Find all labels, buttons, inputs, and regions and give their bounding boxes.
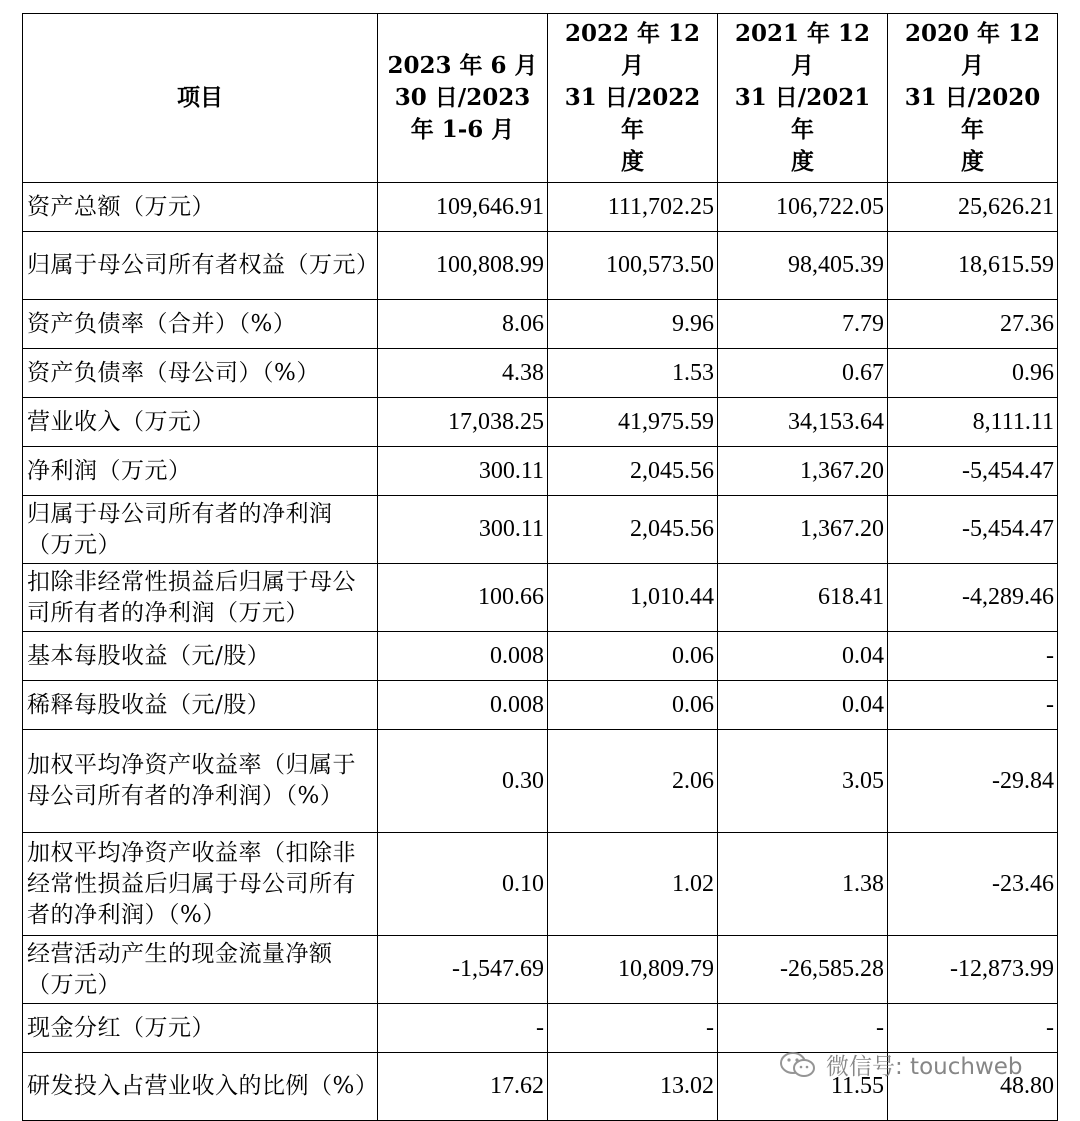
row-label: 净利润（万元） [23, 447, 378, 496]
financial-summary-table [22, 13, 1058, 1121]
row-value: 13.02 [548, 1053, 718, 1121]
table-row [23, 681, 1058, 730]
row-value: 98,405.39 [718, 232, 888, 300]
row-label: 现金分红（万元） [23, 1004, 378, 1053]
row-label: 扣除非经常性损益后归属于母公司所有者的净利润（万元） [23, 564, 378, 632]
table-row [23, 398, 1058, 447]
row-value: 1,010.44 [548, 564, 718, 632]
wechat-icon [778, 1050, 818, 1080]
row-value: 1,367.20 [718, 496, 888, 564]
row-value: 2,045.56 [548, 447, 718, 496]
table-header-row [23, 14, 1058, 183]
row-value: 8,111.11 [888, 398, 1058, 447]
row-value: 18,615.59 [888, 232, 1058, 300]
row-value: 2,045.56 [548, 496, 718, 564]
row-value: 8.06 [378, 300, 548, 349]
row-value: 300.11 [378, 447, 548, 496]
table-row [23, 496, 1058, 564]
row-value: 100,808.99 [378, 232, 548, 300]
row-value: -1,547.69 [378, 936, 548, 1004]
row-label: 加权平均净资产收益率（扣除非经常性损益后归属于母公司所有者的净利润）（%） [23, 833, 378, 936]
row-value: 9.96 [548, 300, 718, 349]
row-value: -26,585.28 [718, 936, 888, 1004]
row-value: 17,038.25 [378, 398, 548, 447]
row-value: 10,809.79 [548, 936, 718, 1004]
row-value: 300.11 [378, 496, 548, 564]
row-label: 归属于母公司所有者权益（万元） [23, 232, 378, 300]
row-value: 0.06 [548, 632, 718, 681]
row-value: 4.38 [378, 349, 548, 398]
header-2020: 2020 年 12 月 31 日/2020 年 度 [888, 14, 1058, 183]
row-value: 100.66 [378, 564, 548, 632]
row-value: 0.008 [378, 632, 548, 681]
row-value: -29.84 [888, 730, 1058, 833]
row-value: 2.06 [548, 730, 718, 833]
table-row [23, 730, 1058, 833]
row-label: 经营活动产生的现金流量净额（万元） [23, 936, 378, 1004]
row-value: 0.008 [378, 681, 548, 730]
row-value: -23.46 [888, 833, 1058, 936]
watermark [778, 1048, 1023, 1081]
row-value: 11.55 [718, 1053, 888, 1121]
row-value: -4,289.46 [888, 564, 1058, 632]
row-value: - [718, 1004, 888, 1053]
row-value: - [888, 681, 1058, 730]
row-value: 618.41 [718, 564, 888, 632]
row-value: -5,454.47 [888, 496, 1058, 564]
row-value: 17.62 [378, 1053, 548, 1121]
row-value: - [378, 1004, 548, 1053]
row-value: 1.38 [718, 833, 888, 936]
row-value: 1,367.20 [718, 447, 888, 496]
row-value: -5,454.47 [888, 447, 1058, 496]
table-row [23, 183, 1058, 232]
row-value: 0.04 [718, 681, 888, 730]
table-row [23, 936, 1058, 1004]
row-value: 0.30 [378, 730, 548, 833]
table-row [23, 564, 1058, 632]
header-2021: 2021 年 12 月 31 日/2021 年 度 [718, 14, 888, 183]
table-row [23, 1004, 1058, 1053]
row-label: 归属于母公司所有者的净利润（万元） [23, 496, 378, 564]
row-value: 41,975.59 [548, 398, 718, 447]
row-label: 资产负债率（合并）（%） [23, 300, 378, 349]
row-value: -12,873.99 [888, 936, 1058, 1004]
row-value: 106,722.05 [718, 183, 888, 232]
row-value: 1.53 [548, 349, 718, 398]
table-row [23, 833, 1058, 936]
header-2023h1: 2023 年 6 月 30 日/2023 年 1-6 月 [378, 14, 548, 183]
row-value: 25,626.21 [888, 183, 1058, 232]
header-2022: 2022 年 12 月 31 日/2022 年 度 [548, 14, 718, 183]
row-label: 资产总额（万元） [23, 183, 378, 232]
table-row [23, 300, 1058, 349]
watermark-text: 微信号: touchweb [826, 1054, 1023, 1080]
row-value: 0.04 [718, 632, 888, 681]
table-row [23, 447, 1058, 496]
header-item: 项目 [23, 14, 378, 183]
row-value: 48.80 [888, 1053, 1058, 1121]
row-value: - [888, 632, 1058, 681]
row-value: - [888, 1004, 1058, 1053]
row-value: 100,573.50 [548, 232, 718, 300]
row-value: 111,702.25 [548, 183, 718, 232]
row-value: 0.10 [378, 833, 548, 936]
row-value: 0.96 [888, 349, 1058, 398]
table-row [23, 232, 1058, 300]
row-value: - [548, 1004, 718, 1053]
row-label: 研发投入占营业收入的比例（%） [23, 1053, 378, 1121]
row-value: 109,646.91 [378, 183, 548, 232]
row-value: 3.05 [718, 730, 888, 833]
row-value: 7.79 [718, 300, 888, 349]
row-label: 基本每股收益（元/股） [23, 632, 378, 681]
row-label: 营业收入（万元） [23, 398, 378, 447]
row-label: 加权平均净资产收益率（归属于母公司所有者的净利润）（%） [23, 730, 378, 833]
row-value: 34,153.64 [718, 398, 888, 447]
table-row [23, 349, 1058, 398]
table-row [23, 632, 1058, 681]
row-label: 稀释每股收益（元/股） [23, 681, 378, 730]
row-value: 27.36 [888, 300, 1058, 349]
row-value: 0.06 [548, 681, 718, 730]
row-label: 资产负债率（母公司）（%） [23, 349, 378, 398]
row-value: 0.67 [718, 349, 888, 398]
row-value: 1.02 [548, 833, 718, 936]
